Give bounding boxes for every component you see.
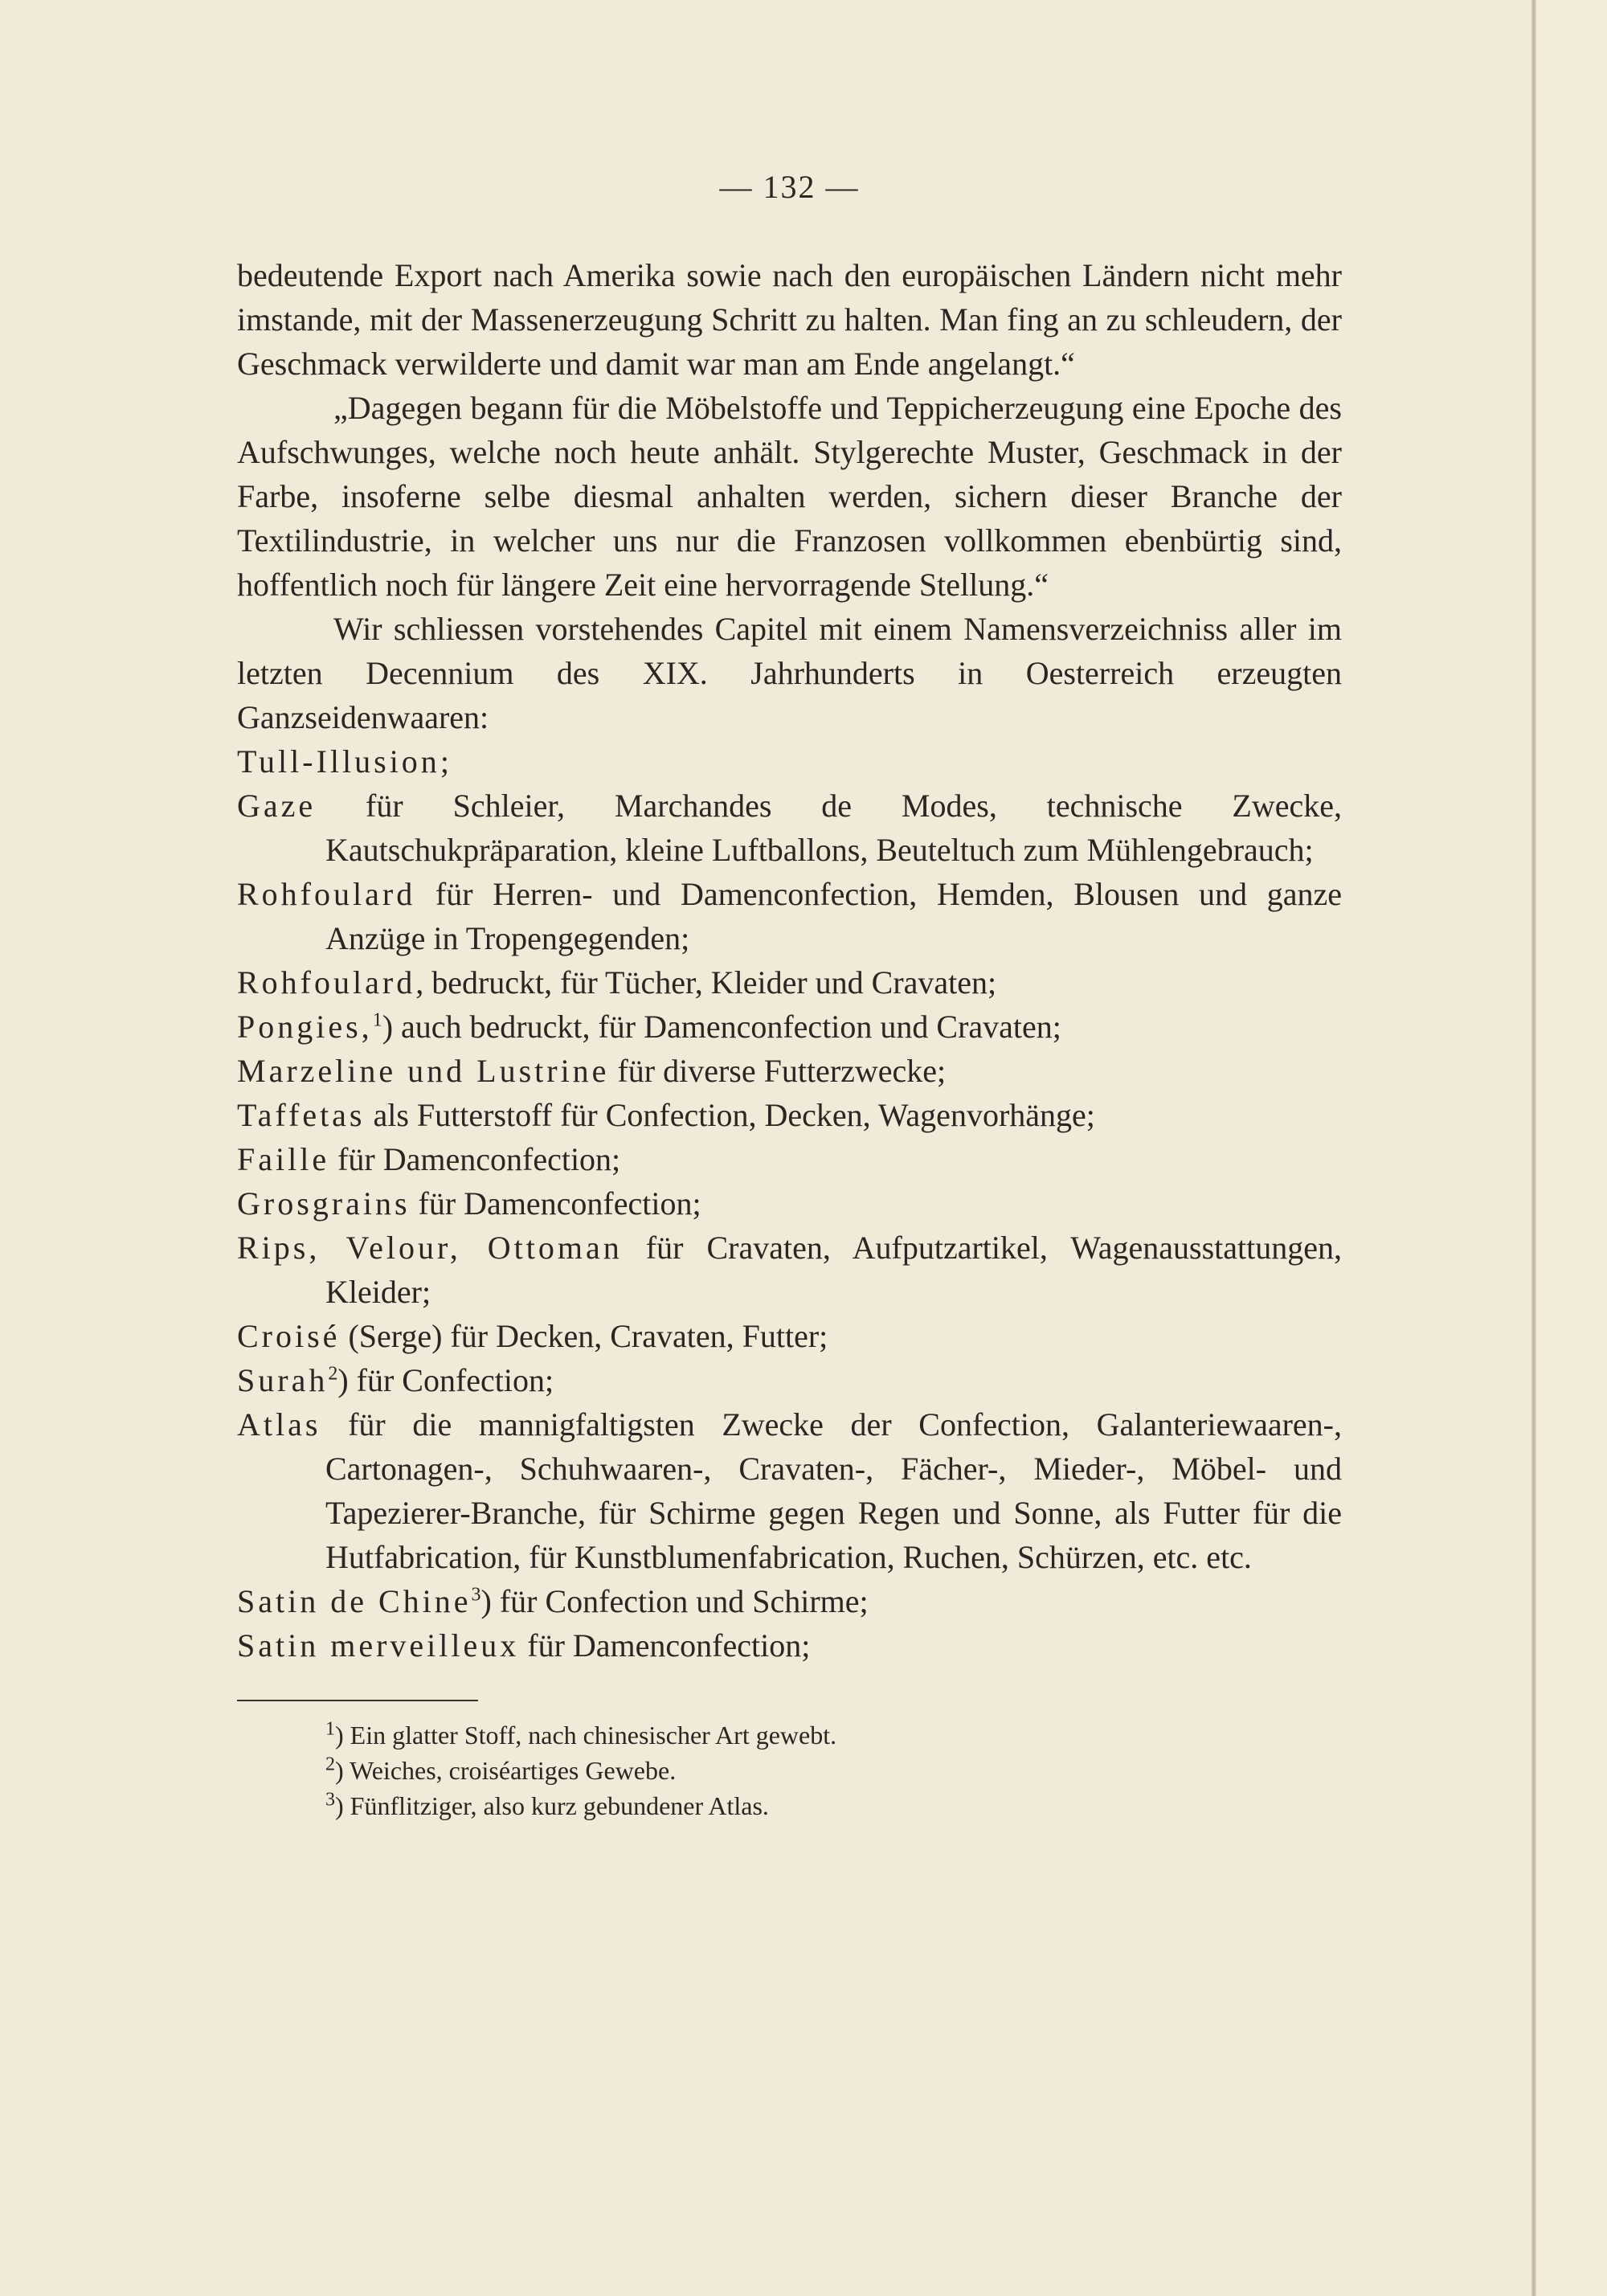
footnote: $^3$) Fünflitziger, also kurz gebundener Atlas. [325, 1789, 769, 1820]
list-item: Taffetas als Futterstoff für Confection, Decken, Wagenvorhänge; [237, 1097, 1095, 1133]
list-item: Gaze für Schleier, Marchandes de Modes, technische Zwecke, Kautschukpräparation, kleine Luftballons, Beuteltuch zum Mühlengebrauch; [237, 788, 1342, 868]
list-item: Croisé (Serge) für Decken, Cravaten, Futter; [237, 1318, 828, 1354]
list-item: Tull-Illusion; [237, 743, 449, 780]
paragraph-1: bedeutende Export nach Amerika sowie nach den europäischen Ländern nicht mehr imstande, mit der Massenerzeugung Schritt zu halten. Man fing an zu schleudern, der Geschmack verwilderte und damit war man am Ende angelangt.“ [237, 257, 1342, 382]
page-margin [1536, 0, 1607, 2296]
page-body [237, 165, 1342, 1823]
list-item: Satin merveilleux für Damenconfection; [237, 1627, 811, 1664]
footnote: $^1$) Ein glatter Stoff, nach chinesischer Art gewebt. [325, 1718, 837, 1750]
list-item: Rohfoulard, bedruckt, für Tücher, Kleider und Cravaten; [237, 964, 997, 1001]
paragraph-2: „Dagegen begann für die Möbelstoffe und Teppicherzeugung eine Epoche des Aufschwunges, welche noch heute anhält. Stylgerechte Muster, Geschmack in der Farbe, insoferne selbe diesmal anhalten werden, sichern dieser Branche der Textilindustrie, in welcher uns nur die Franzosen vollkommen ebenbürtig sind, hoffentlich noch für längere Zeit eine hervorragende Stellung.“ [237, 390, 1342, 603]
page-number: — 132 — [719, 169, 860, 205]
list-item: Faille für Damenconfection; [237, 1141, 621, 1177]
footnote: $^2$) Weiches, croiséartiges Gewebe. [325, 1754, 677, 1785]
list-item: Rips, Velour, Ottoman für Cravaten, Aufputzartikel, Wagenausstattungen, Kleider; [237, 1230, 1343, 1310]
list-item: Atlas für die mannigfaltigsten Zwecke der Confection, Galanteriewaaren-, Cartonagen-, Schuhwaaren-, Cravaten-, Fächer-, Mieder-, Möbel- und Tapezierer-Branche, für Schirme gegen Regen und Sonne, als Futter für die Hutfabrication, für Kunstblumenfabrication, Ruchen, Schürzen, etc. etc. [237, 1406, 1342, 1575]
list-item: Marzeline und Lustrine für diverse Futterzwecke; [237, 1053, 947, 1089]
footnote-rule [237, 1700, 478, 1701]
list-item: Surah$^2$) für Confection; [237, 1362, 554, 1398]
list-item: Pongies,$^1$) auch bedruckt, für Damenconfection und Cravaten; [237, 1009, 1061, 1045]
list-item: Satin de Chine$^3$) für Confection und Schirme; [237, 1583, 869, 1619]
footnotes [237, 1717, 1342, 1823]
page-edge [1531, 0, 1536, 2296]
silk-goods-list [237, 739, 1342, 1668]
paragraph-3: Wir schliessen vorstehendes Capitel mit einem Namensverzeichniss aller im letzten Decennium des XIX. Jahrhunderts in Oesterreich erzeugten Ganzseidenwaaren: [237, 611, 1342, 735]
list-item: Rohfoulard für Herren- und Damenconfection, Hemden, Blousen und ganze Anzüge in Tropengegenden; [237, 876, 1342, 956]
list-item: Grosgrains für Damenconfection; [237, 1185, 701, 1222]
